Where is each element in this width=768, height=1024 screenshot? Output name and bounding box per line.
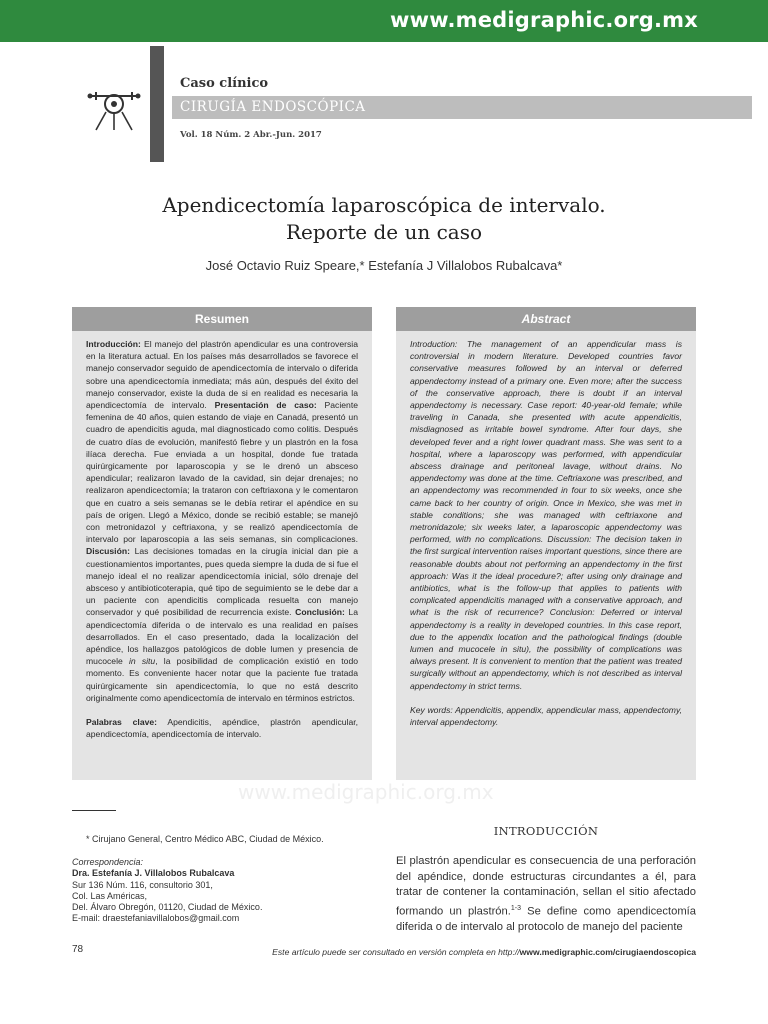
section-name: CIRUGÍA ENDOSCÓPICA [180,99,366,115]
correspondence-line: Sur 136 Núm. 116, consultorio 301, [72,879,213,890]
correspondence-line: Col. Las Américas, [72,890,148,901]
site-url[interactable]: www.medigraphic.org.mx [390,8,698,32]
correspondence-email[interactable]: E-mail: draestefaniavillalobos@gmail.com [72,913,240,924]
footnote-rule [72,810,116,811]
resumen-conclusion-label: Conclusión: [295,607,345,618]
section-band [172,96,752,119]
resumen-discussion-label: Discusión: [86,546,130,557]
resumen-conclusion-text-a: La apendicectomía diferida o de intervalo es una realidad en países desarrollados. En el caso presentado, dada la localización del apéndice, los hallazgos patológicos de doble lumen y presencia de mucocele [86,607,358,667]
volume-info: Vol. 18 Núm. 2 Abr.-Jun. 2017 [180,130,322,140]
introduccion-heading: INTRODUCCIÓN [493,824,599,838]
resumen-box [72,331,372,780]
page-number: 78 [72,944,84,955]
article-type-label: Caso clínico [180,76,269,91]
affiliation-footnote: * Cirujano General, Centro Médico ABC, Ciudad de México. [86,834,324,844]
article-title-line-2: Reporte de un caso [285,220,483,244]
abstract-heading: Abstract [396,307,696,331]
resumen-heading: Resumen [72,307,372,331]
abstract-keywords: Key words: Appendicitis, appendix, appendicular mass, appendectomy, interval appendectomy. [410,704,682,728]
resumen-intro-label: Introducción: [86,339,141,349]
watermark: www.medigraphic.org.mx [238,780,494,804]
top-banner [0,0,768,42]
footer-text: Este artículo puede ser consultado en versión completa en http:// [272,947,520,957]
footer-note [272,947,696,957]
resumen-keywords-label: Palabras clave: [86,717,158,728]
correspondence-heading: Correspondencia: [72,857,144,867]
resumen-keywords-text: Apendicitis, apéndice, plastrón apendicular, apendicectomía, apendicectomía de intervalo. [86,717,358,740]
abstract-box [396,331,696,780]
abstract-body: Introduction: The management of an appendicular mass is controversial in modern literature. Developed countries favor conservative measures followed by an interval or deferred appendectomy instead of a primary one. Even more; after the success of the conservative approach, there is doubt if an interval appendectomy is necessary. Case report: 40-year-old female; while traveling in Canada, she presented with acute appendicitis, misdiagnosed as irritable bowel syndrome. After four days, she developed fever and a right lower quadrant mass. She was sent to a hospital, where a laparoscopy was performed, with appendicular abscess drainage and peritoneal lavage, without drains. No appendectomy was done at the time. Ceftriaxone was prescribed, and an appendectomy was recommended in four to six weeks, once she came back to her country of origin. Once in Mexico, she was met in stable conditions; she was managed with ceftriaxone and metronidazole; six weeks later, a laparoscopic appendectomy was performed, with no complications. Discussion: The decision taken in the first surgical intervention raises important questions, since there are reasonable doubts about not performing an appendectomy in the first approach: Was it the ideal procedure?; after using only drainage and antibiotics, what is the follow-up that applies to patients with complicated appendicitis managed with a conservative approach, and what is the risk of recurrence? Conclusion: Deferred or interval appendectomy is a reality in developed countries. In this case report, due to the appendix location and the pathological findings (double lumen and mucocele in situ), the possibility of complications was always present. It is convenient to mention that the patient was treated surgically without an appendectomy, which is not described as interval appendectomy in strict terms. [410,339,682,691]
resumen-discussion-text: Las decisiones tomadas en la cirugía inicial dan pie a cuestionamientos importantes, pues queda siempre la duda de si fue el manejo ideal el no realizar apendicectomía inicial, sólo drenaje del absceso y antibioticoterapia, qué tipo de seguimiento se le debe dar a un paciente con apendicitis complicada resuelta con manejo conservador y qué posibilidad de recurrencia existe. [86,546,358,618]
journal-logo-icon [84,84,144,134]
article-title-line-1: Apendicectomía laparoscópica de intervalo. [162,193,606,217]
abstract-text [410,338,682,728]
introduccion-text-b: Se define como apendicectomía diferida o de intervalo al protocolo de manejo del paciente [396,905,696,934]
correspondence-block [72,857,262,925]
resumen-case-text: Paciente femenina de 40 años, quien estando de viaje en Canadá, presentó un cuadro de apendicitis aguda, mal diagnosticado como colitis. Después de cuatro días de evolución, manifestó fiebre y un plastrón en la fosa ilíaca derecha. Fue enviada a un hospital, donde fue tratada quirúrgicamente por laparoscopia y se le drenó un absceso apendicular; realizaron lavado de la cavidad, sin dejar drenajes; no realizaron apendicectomía; la trataron con ceftriaxona y le comentaron que en cuatro a seis semanas se le debía retirar el apéndice en su país de origen. Llegó a México, donde se recibió estable; se manejó con metronidazol y ceftriaxona, y se realizó apendicectomía de intervalo por laparoscopia a las seis semanas, sin complicaciones. [86,400,358,545]
article-authors: José Octavio Ruiz Speare,* Estefanía J Villalobos Rubalcava* [205,258,563,273]
header-vertical-bar [150,46,164,162]
introduccion-text-a: El plastrón apendicular es consecuencia de una perforación del apéndice, donde estructuras circundantes a él, para tratar de contener la contaminación, sellan el sitio afectado formando un plastrón. [396,855,696,918]
resumen-conclusion-italic: in situ [128,656,156,667]
correspondence-line: Del. Álvaro Obregón, 01120, Ciudad de México. [72,902,263,913]
introduccion-text [396,854,696,936]
footer-link[interactable]: www.medigraphic.com/cirugiaendoscopica [519,947,696,957]
resumen-keywords [86,716,358,740]
resumen-text [86,338,358,741]
resumen-case-label: Presentación de caso: [214,400,317,411]
resumen-conclusion-text-b: , la posibilidad de complicación existió en todo momento. Es conveniente hacer notar que la paciente fue tratada quirúrgicamente sin apendicectomía, lo que no está descrito originalmente como apendicectomía de intervalo en términos estrictos. [86,656,359,703]
introduccion-citation: 1-3 [510,904,521,912]
correspondence-name: Dra. Estefanía J. Villalobos Rubalcava [72,868,235,879]
resumen-intro-text: El manejo del plastrón apendicular es una controversia en la literatura actual. En los países más desarrollados se favorece el manejo conservador seguido de apendicectomía de intervalo o diferida sobre una apendicectomía inmediata; más aún, después del éxito del manejo conservador, existe la duda de si en realidad es necesaria la apendicectomía de intervalo. [86,339,358,411]
